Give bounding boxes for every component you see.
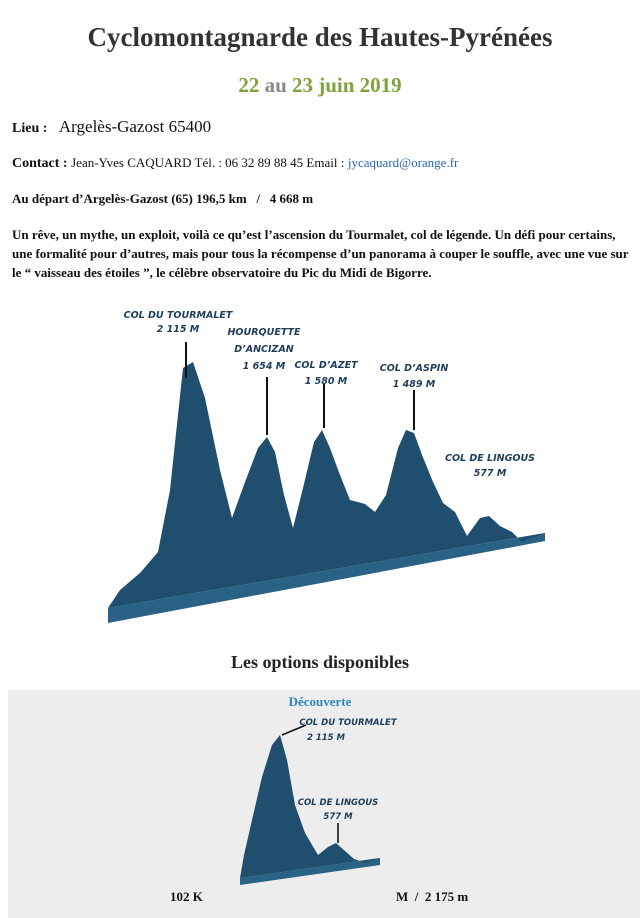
location-line xyxy=(12,117,211,137)
option-distance: 102 K xyxy=(170,889,203,904)
elevation-profile-option xyxy=(0,705,640,890)
option-label-tourmalet-alt: 2 115 M xyxy=(306,733,346,743)
peak-markers xyxy=(186,342,414,435)
peak-label-azet-alt: 1 580 M xyxy=(304,376,348,387)
peak-label-lingous-alt: 577 M xyxy=(473,468,507,479)
option-label-lingous-alt: 577 M xyxy=(323,812,353,822)
contact-line xyxy=(12,155,458,172)
elevation-profile-main xyxy=(0,290,640,640)
option-label-lingous-name: COL DE LINGOUS xyxy=(297,798,379,808)
peak-label-lingous-name: COL DE LINGOUS xyxy=(444,453,536,464)
intro-paragraph: Un rêve, un mythe, un exploit, voilà ce qu’est l’ascension du Tourmalet, col de légende. Un défi pour certains, une formalité pour d’autres, mais pour tous la récompense d’un panorama à couper le souffle, avec une vue sur le “ vaisseau des étoiles ”, le célèbre observatoire du Pic du Midi de Bigorre. xyxy=(12,227,629,280)
route-summary: Au départ d’Argelès-Gazost (65) 196,5 km / 4 668 m xyxy=(12,191,314,206)
peak-label-azet-name: COL D’AZET xyxy=(294,360,358,371)
options-heading: Les options disponibles xyxy=(230,652,410,672)
contact-details: Jean-Yves CAQUARD Tél. : 06 32 89 88 45 Email : xyxy=(71,155,345,170)
option-elevation: M / 2 175 m xyxy=(396,889,469,904)
peak-label-tourmalet-name: COL DU TOURMALET xyxy=(123,310,233,321)
option-name: Découverte xyxy=(288,694,352,709)
date-start: 22 xyxy=(238,73,260,97)
peak-label-hourquette-name1: HOURQUETTE xyxy=(227,327,301,338)
date-separator: au xyxy=(264,73,287,97)
peak-label-aspin-name: COL D’ASPIN xyxy=(379,363,449,374)
peak-label-hourquette-name2: D’ANCIZAN xyxy=(234,344,294,355)
page-title: Cyclomontagnarde des Hautes-Pyrénées xyxy=(87,22,553,52)
peak-label-hourquette-alt: 1 654 M xyxy=(242,361,286,372)
date-end: 23 juin 2019 xyxy=(292,73,402,97)
event-dates xyxy=(0,73,640,98)
peak-label-aspin-alt: 1 489 M xyxy=(392,379,436,390)
location-label: Lieu : xyxy=(12,121,48,136)
contact-email-link[interactable]: jycaquard@orange.fr xyxy=(347,155,459,170)
peak-label-tourmalet-alt: 2 115 M xyxy=(156,324,200,335)
option-label-tourmalet-name: COL DU TOURMALET xyxy=(299,718,397,728)
contact-label: Contact : xyxy=(12,156,68,171)
location-value: Argelès-Gazost 65400 xyxy=(58,117,212,136)
